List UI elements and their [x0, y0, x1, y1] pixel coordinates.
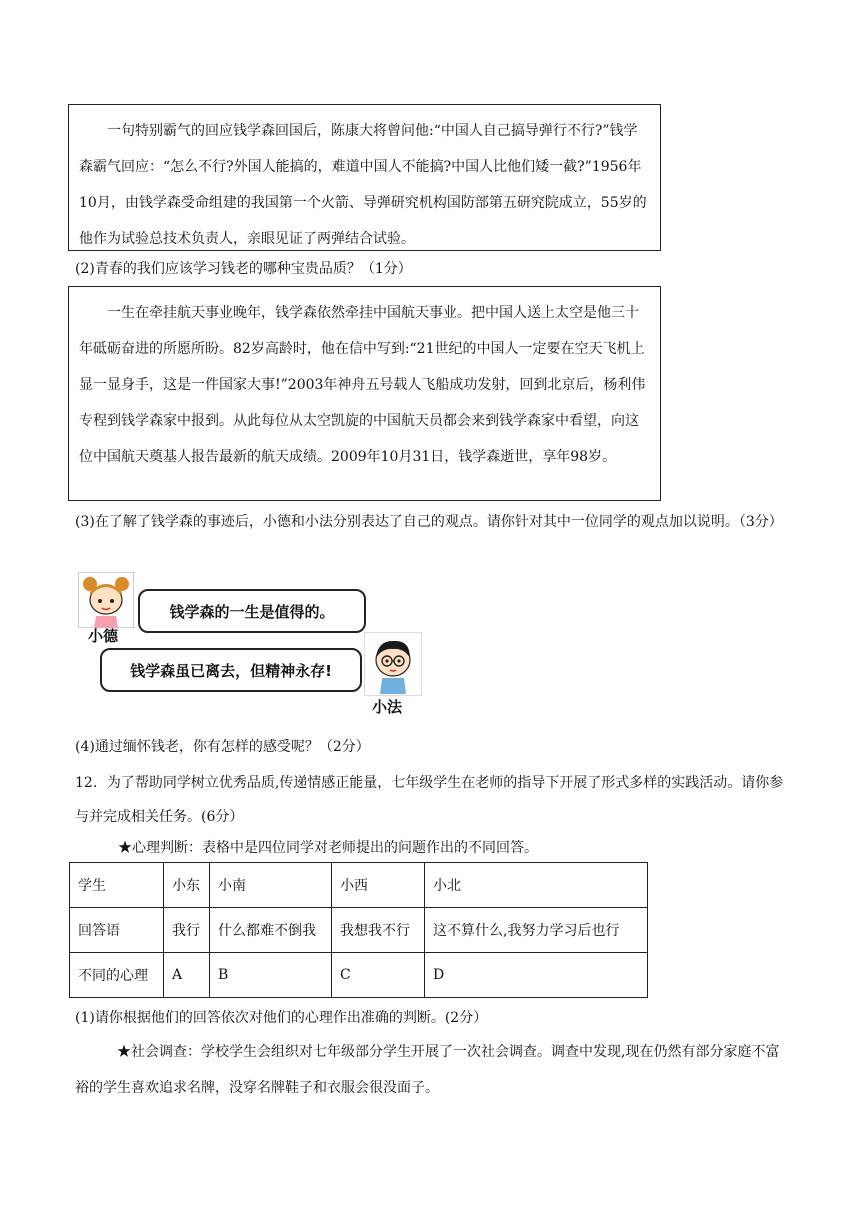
table-row: [70, 908, 648, 953]
question-12-1: (1)请你根据他们的回答依次对他们的心理作出准确的判断。(2分）: [75, 1010, 488, 1026]
right-speech-bubble: [100, 648, 362, 692]
passage-2-text: 一生在牵挂航天事业晚年，钱学森依然牵挂中国航天事业。把中国人送上太空是他三十年砥砺奋进的所愿所盼。82岁高龄时，他在信中写到:“21世纪的中国人一定要在空天飞机上显一显身手，这是一件国家大事!”2003年神舟五号载人飞船成功发射，回到北京后，杨利伟专程到钱学森家中报到。从此每位从太空凯旋的中国航天员都会来到钱学森家中看望，向这位中国航天奠基人报告最新的航天成绩。2009年10月31日，钱学森逝世，享年98岁。: [79, 305, 646, 465]
passage-1-text: 一句特别霸气的回应钱学森回国后，陈康大将曾问他:“中国人自己搞导弹行不行?”钱学森霸气回应：“怎么不行?外国人能搞的，难道中国人不能搞?中国人比他们矮一截?”1956年10月，由钱学森受命组建的我国第一个火箭、导弹研究机构国防部第五研究院成立，55岁的他作为试验总技术负责人，亲眼见证了两弹结合试验。: [79, 123, 647, 247]
table-cell: 这不算什么,我努力学习后也行: [425, 908, 648, 953]
table-cell: 我想我不行: [332, 908, 425, 953]
section-survey: ★社会调查：学校学生会组织对七年级部分学生开展了一次社会调查。调查中发现,现在仍然有部分家庭不富裕的学生喜欢追求名牌，没穿名牌鞋子和衣服会很没面子。: [75, 1044, 780, 1096]
table-cell: D: [425, 953, 648, 998]
left-student-name: 小德: [88, 627, 119, 645]
table-cell: 小东: [164, 863, 210, 908]
table-cell: 什么都难不倒我: [210, 908, 332, 953]
table-row: [70, 953, 648, 998]
girl-avatar-icon: [78, 572, 134, 628]
answers-table: [69, 862, 648, 998]
right-student-name: 小法: [372, 698, 403, 716]
right-speech-text: 钱学森虽已离去，但精神永存!: [130, 661, 332, 680]
table-cell: 小南: [210, 863, 332, 908]
table-cell: 学生: [70, 863, 164, 908]
question-2: (2)青春的我们应该学习钱老的哪种宝贵品质？（1分）: [75, 261, 412, 277]
table-cell: C: [332, 953, 425, 998]
table-cell: 回答语: [70, 908, 164, 953]
question-12: 12．为了帮助同学树立优秀品质,传递情感正能量，七年级学生在老师的指导下开展了形式多样的实践活动。请你参与并完成相关任务。(6分）: [75, 775, 784, 825]
table-cell: B: [210, 953, 332, 998]
table-cell: 小西: [332, 863, 425, 908]
left-speech-text: 钱学森的一生是值得的。: [169, 602, 335, 621]
left-speech-bubble: [138, 589, 366, 633]
table-cell: 小北: [425, 863, 648, 908]
table-cell: 不同的心理: [70, 953, 164, 998]
passage-box-1: [68, 104, 661, 251]
boy-avatar-icon: [364, 632, 422, 696]
passage-box-2: [68, 286, 661, 501]
table-cell: A: [164, 953, 210, 998]
cartoon-scene: [78, 572, 428, 716]
question-3: (3)在了解了钱学森的事迹后，小德和小法分别表达了自己的观点。请你针对其中一位同学的观点加以说明。（3分）: [75, 514, 783, 530]
question-4: (4)通过缅怀钱老，你有怎样的感受呢？（2分）: [75, 739, 370, 755]
table-row: [70, 863, 648, 908]
section-psychology: ★心理判断：表格中是四位同学对老师提出的问题作出的不同回答。: [118, 840, 538, 856]
table-cell: 我行: [164, 908, 210, 953]
